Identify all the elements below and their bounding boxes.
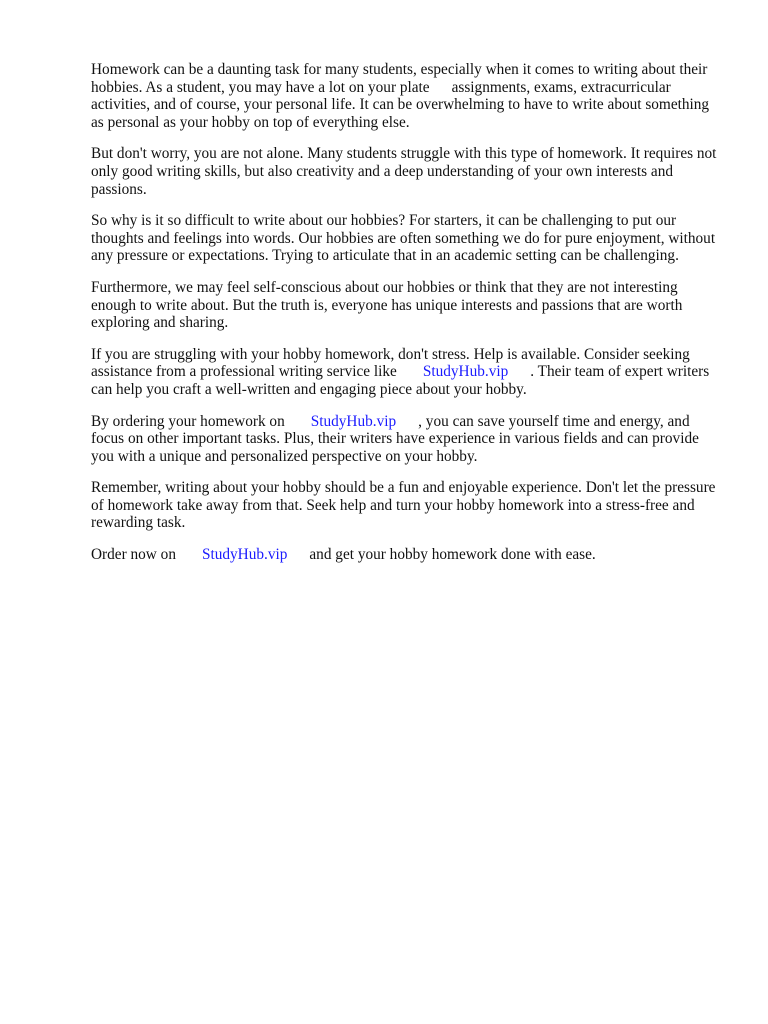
paragraph-self-conscious: Furthermore, we may feel self-conscious about our hobbies or think that they are not interesting enough to write about. But the truth is, everyone has unique interests and passions that are worth exploring and sharing.	[91, 278, 683, 332]
ordering-tail: , you can save yourself time and energy, and focus on other important tasks. Plus, their writers have experience in various fields and can provide you with a unique and personalized perspective on your hobby.	[91, 412, 699, 465]
paragraph-order-now	[91, 546, 721, 564]
paragraph-not-alone: But don't worry, you are not alone. Many students struggle with this type of homework. It requires not only good writing skills, but also creativity and a deep understanding of your own interests and passions.	[91, 145, 717, 198]
studyhub-link-3[interactable]: StudyHub.vip	[201, 546, 288, 564]
studyhub-link-1[interactable]: StudyHub.vip	[422, 363, 509, 381]
paragraph-intro	[91, 61, 721, 131]
seek-help-text: If you are struggling with your hobby homework, don't stress. Help is available. Consider seeking assistance from a professional writing service like	[91, 345, 690, 381]
paragraph-intro-tail: assignments, exams, extracurricular activities, and of course, your personal life. It can be overwhelming to have to write about something as personal as your hobby on top of everything else.	[91, 78, 710, 131]
studyhub-link-2[interactable]: StudyHub.vip	[310, 412, 397, 430]
seek-help-tail: . Their team of expert writers can help you craft a well-written and engaging piece about your hobby.	[91, 363, 710, 398]
paragraph-ordering	[91, 413, 721, 466]
document-page	[91, 61, 721, 578]
paragraph-seek-help	[91, 346, 721, 399]
paragraph-why-difficult: So why is it so difficult to write about our hobbies? For starters, it can be challenging to put our thoughts and feelings into words. Our hobbies are often something we do for pure enjoyment, without any pressure or expectations. Trying to articulate that in an academic setting can be challenging.	[91, 212, 716, 265]
order-now-text: Order now on	[91, 546, 176, 564]
paragraph-remember: Remember, writing about your hobby should be a fun and enjoyable experience. Don't let the pressure of homework take away from that. Seek help and turn your hobby homework into a stress-free and rewarding task.	[91, 479, 716, 532]
order-now-tail: and get your hobby homework done with ease.	[309, 546, 596, 564]
paragraph-intro-text: Homework can be a daunting task for many students, especially when it comes to writing about their hobbies. As a student, you may have a lot on your plate	[91, 61, 708, 96]
ordering-text: By ordering your homework on	[91, 412, 285, 430]
